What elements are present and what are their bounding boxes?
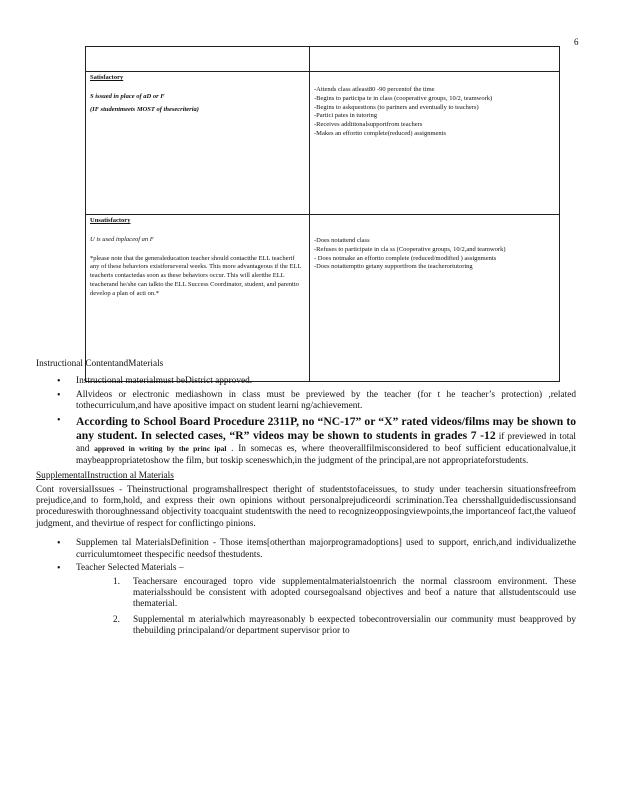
criteria-line: -Receives additionalsupportfrom teachers bbox=[314, 121, 423, 129]
numbered-item bbox=[113, 614, 576, 638]
paragraph: Cont roversialIssues - Theinstructional programshallrespect theright of studentstofaceissues, to study under teachersin situationsfreefrom prejudice,and to form,hold, and express their own opinions without personalprejudiceordi scrimination.Tea chersshallguidediscussionsand procedureswith thoroughnessand objectivity toacquaint studentswith the need to recognizeopposingviewpoints,the importanceof fact,the valueof judgment, and thevirtue of respect for conflictingo pinions. bbox=[36, 484, 576, 529]
criteria-line: -Does notattemptto getany supportfrom the teacherortutoring bbox=[314, 263, 473, 271]
bullet-item bbox=[76, 415, 576, 468]
criteria-line: -Does notattend class bbox=[314, 237, 370, 244]
numbered-list bbox=[76, 577, 576, 638]
unsatisfactory-cell bbox=[86, 215, 310, 382]
satisfactory-criteria bbox=[310, 72, 560, 215]
bullet-item: • Allvideos or electronic mediashown in class must be previewed by the teacher (for t he teacher’s protection) ,related tothecurriculum,and have apositive impact on student learni ng/achievement. bbox=[76, 390, 576, 413]
document-body bbox=[36, 359, 576, 642]
criteria-line: -Attends class atleast80 -90 percentof the time bbox=[314, 86, 435, 93]
table-empty-cell bbox=[310, 47, 560, 72]
bullet-list bbox=[36, 538, 576, 637]
bullet-item: • Supplemen tal MaterialsDefinition - Those items[otherthan majorprogramadoptions] used to support, enrich,and individualizethe curriculumtomeet thespecific needsof thestudents. bbox=[76, 538, 576, 561]
section-heading: Instructional ContentandMaterials bbox=[36, 359, 164, 369]
satisfactory-heading: Satisfactory bbox=[90, 74, 124, 81]
unsatisfactory-heading: Unsatisfactory bbox=[90, 217, 131, 224]
bullet-item: • Instructional materialmust beDistrict approved. bbox=[76, 376, 576, 387]
section-heading: SupplementalInstruction al Materials bbox=[36, 471, 174, 482]
numbered-item bbox=[113, 576, 576, 611]
criteria-line: -Refuses to participate in cla ss (Cooperative groups, 10/2,and teamwork) bbox=[314, 245, 506, 253]
item-text: Teachersare encouraged topro vide supplementalmaterialstoenrich the normal classroom environment. These materialsshould be consistent with adopted coursegoalsand objectives and beof a nature that allstudentscould use thematerial. bbox=[133, 576, 576, 610]
unsatisfactory-note: *please note that the generaleducation teacher should contactthe ELL teacherif any of these behaviors existforseveral weeks. This more advantageous if the ELL teacheris contactedas soon as these behaviors occur. This will alertthe ELL teacherand he/she can talkto the ELL Success Coordinator, student, and parentto develop a plan of acti on.* bbox=[90, 254, 302, 297]
item-number: 1. bbox=[113, 576, 120, 587]
grading-criteria-table bbox=[85, 46, 560, 382]
bullet-list bbox=[36, 376, 576, 467]
criteria-line: -Begins to participa te in class (cooperative groups, 10/2, teamwork) bbox=[314, 94, 493, 102]
criteria-line: -Begins to askquestions (to partners and eventually to teachers) bbox=[314, 103, 479, 111]
bullet-item bbox=[76, 563, 576, 637]
bullet-text: Teacher Selected Materials – bbox=[76, 563, 184, 574]
table-empty-cell bbox=[86, 47, 310, 72]
criteria-line: -Makes an effortto complete(reduced) assignments bbox=[314, 129, 446, 137]
criteria-line: - Does notmake an effortto complete (reduced/modified ) assignments bbox=[314, 254, 497, 262]
policy-text: . In somecas es, where theoverallfilmisconsidered to beof sufficient educationalvalue,it maybeappropriatetoshow the film, but toskip sceneswhich,in the judgment of the principal,are not appropriateforstudents. bbox=[76, 444, 576, 466]
item-text: Supplemental m aterialwhich mayreasonably b eexpected tobecontroversialin our community must beapproved by thebuilding principaland/or department supervisor prior to bbox=[133, 614, 576, 637]
criteria-line: -Partici pates in tutoring bbox=[314, 112, 378, 120]
table-top-row bbox=[86, 47, 560, 72]
satisfactory-issued: S issued in place of aD or F bbox=[90, 92, 165, 100]
satisfactory-condition: (IF studentmeets MOST of thesecriteria) bbox=[90, 105, 199, 113]
policy-bold-text: According to School Board Procedure 2311P, no “NC-17” or “X” rated videos/films may be shown to any student. In selected cases, “R” videos may be shown to students in grades 7 -12 bbox=[76, 414, 576, 443]
satisfactory-cell bbox=[86, 72, 310, 215]
page-number: 6 bbox=[574, 37, 579, 47]
unsatisfactory-criteria bbox=[310, 215, 560, 382]
policy-approval-text: approved in writing by the princ ipal bbox=[94, 444, 227, 454]
unsatisfactory-row bbox=[86, 215, 560, 382]
unsatisfactory-issued: U is used inplaceof an F bbox=[90, 235, 154, 243]
policy-text: if previewed in total and bbox=[76, 432, 577, 455]
satisfactory-row bbox=[86, 72, 560, 215]
item-number: 2. bbox=[113, 614, 120, 625]
